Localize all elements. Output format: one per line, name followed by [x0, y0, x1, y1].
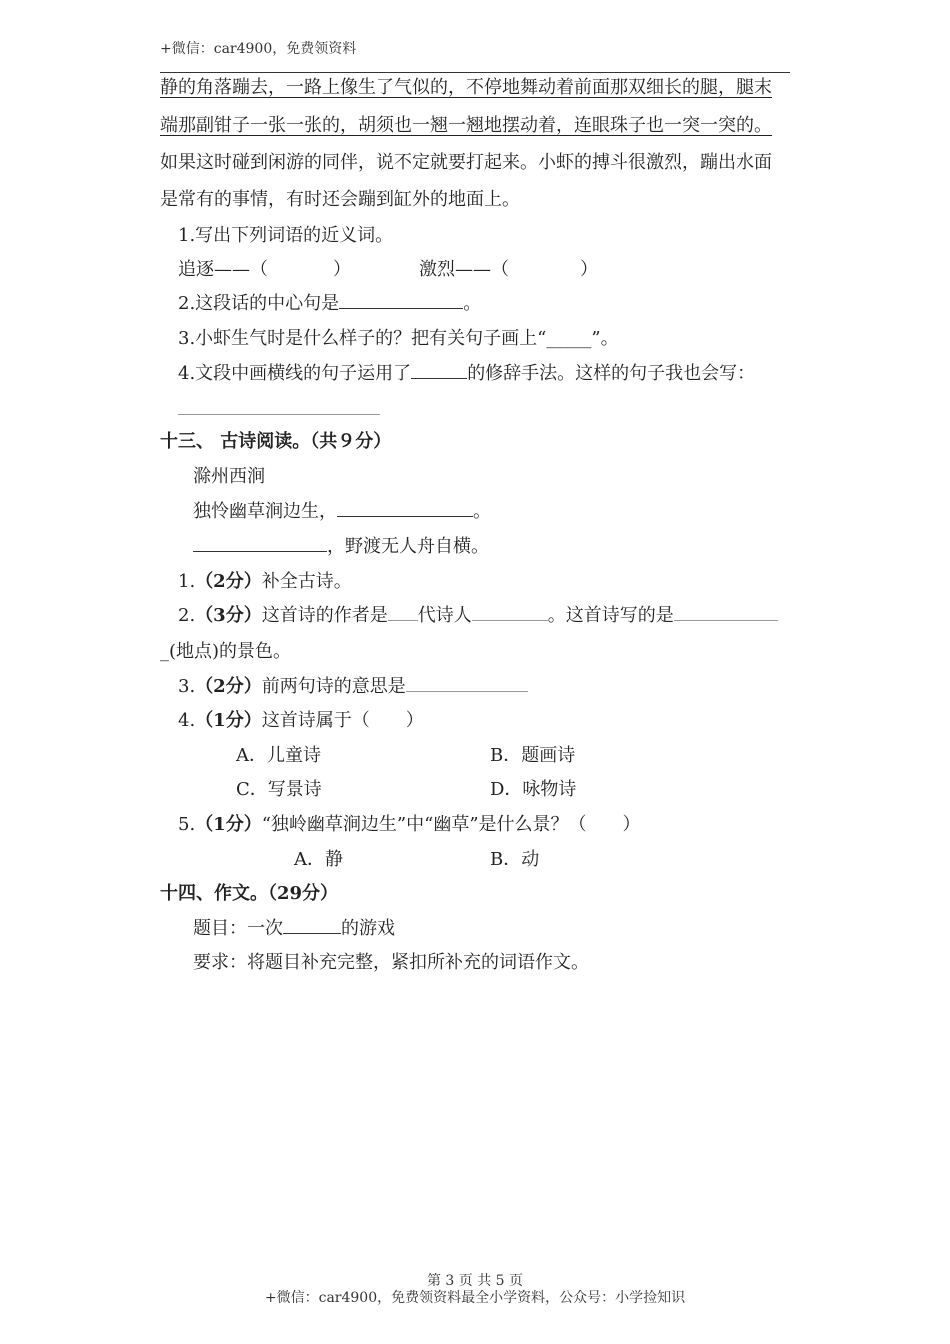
q12-word-1: 追逐——（	[178, 259, 268, 280]
q-text: “独岭幽草涧边生”中“幽草”是什么景？（ ）	[261, 814, 641, 835]
q12-4	[178, 356, 755, 392]
option-b[interactable]: B．题画诗	[490, 745, 576, 766]
poem-line-2	[193, 529, 489, 565]
q13-5	[178, 807, 641, 843]
q12-2-text: 2.这段话的中心句是	[178, 293, 340, 314]
q12-3: 3.小虾生气时是什么样子的？把有关句子画上“_____”。	[178, 328, 619, 349]
answer-blank[interactable]	[193, 533, 327, 552]
answer-blank[interactable]	[674, 602, 778, 621]
topic-text: 的游戏	[341, 918, 395, 939]
answer-blank[interactable]	[339, 290, 463, 309]
passage-line-1: 静的角落蹦去，一路上像生了气似的，不停地舞动着前面那双细长的腿，腿末	[160, 77, 772, 98]
q5-option-b[interactable]: B．动	[490, 849, 540, 870]
q12-word-2: 激烈——（	[419, 259, 509, 280]
q12-word-2-close: ）	[580, 259, 598, 280]
q13-2-cont: _(地点)的景色。	[160, 641, 292, 662]
q-text: 这首诗的作者是	[261, 605, 388, 626]
q-text: 。这首诗写的是	[547, 605, 674, 626]
q-text: 补全古诗。	[261, 571, 352, 592]
option-c[interactable]: C．写景诗	[236, 779, 322, 800]
answer-blank[interactable]	[388, 602, 418, 621]
option-d[interactable]: D．咏物诗	[490, 779, 577, 800]
q-number: 4.	[178, 710, 196, 731]
q13-2	[178, 598, 778, 634]
q12-2-end: 。	[463, 293, 482, 314]
q-score: （2分）	[195, 676, 262, 697]
q12-4-text: 4.文段中画横线的句子运用了	[178, 363, 412, 384]
q-score: （2分）	[195, 571, 262, 592]
poem-line-1	[193, 494, 491, 530]
q-number: 2.	[178, 605, 196, 626]
q-score: （1分）	[195, 814, 262, 835]
footer-note: +微信：car4900，免费领资料最全小学资料，公众号：小学捡知识	[264, 1290, 686, 1306]
header-note: +微信：car4900，免费领资料	[160, 41, 357, 57]
q5-option-a[interactable]: A．静	[294, 849, 343, 870]
q12-word-1-close: ）	[333, 259, 351, 280]
poem-line-1-text: 独怜幽草涧边生，	[193, 501, 337, 522]
essay-topic	[193, 911, 395, 947]
answer-blank[interactable]	[337, 498, 473, 517]
poem-title: 滁州西涧	[193, 466, 265, 487]
passage-line-3: 如果这时碰到闲游的同伴，说不定就要打起来。小虾的搏斗很激烈，蹦出水面	[160, 152, 772, 173]
answer-blank[interactable]	[283, 915, 341, 934]
essay-requirement: 要求：将题目补充完整，紧扣所补充的词语作文。	[193, 952, 589, 973]
answer-blank[interactable]	[406, 673, 528, 692]
answer-blank[interactable]	[472, 602, 548, 621]
answer-blank[interactable]	[411, 360, 467, 379]
q12-2	[178, 286, 481, 322]
q-number: 3.	[178, 676, 196, 697]
q13-3	[178, 669, 528, 705]
answer-line[interactable]	[178, 414, 380, 415]
poem-line-2-text: ，野渡无人舟自横。	[327, 536, 489, 557]
passage-line-2: 端那副钳子一张一张的，胡须也一翘一翘地摆动着，连眼珠子也一突一突的。	[160, 115, 772, 136]
section-14-title: 十四、作文。（29分）	[160, 883, 339, 904]
q-number: 1.	[178, 571, 196, 592]
q-score: （1分）	[195, 710, 262, 731]
q-score: （3分）	[195, 605, 262, 626]
topic-text: 题目：一次	[193, 918, 283, 939]
passage-line-4: 是常有的事情，有时还会蹦到缸外的地面上。	[160, 189, 520, 210]
q-text: 前两句诗的意思是	[261, 676, 406, 697]
q-text: 这首诗属于（ ）	[261, 710, 424, 731]
option-a[interactable]: A．儿童诗	[236, 745, 321, 766]
q12-4-end: 的修辞手法。这样的句子我也会写：	[467, 363, 756, 384]
page-number: 第 3 页 共 5 页	[426, 1273, 524, 1289]
section-13-title: 十三、 古诗阅读。（共９分）	[160, 431, 392, 452]
poem-line-1-end: 。	[473, 501, 491, 522]
q13-4	[178, 703, 424, 739]
q-number: 5.	[178, 814, 196, 835]
q12-1: 1.写出下列词语的近义词。	[178, 225, 394, 246]
q-text: 代诗人	[417, 605, 472, 626]
q13-1	[178, 564, 352, 600]
